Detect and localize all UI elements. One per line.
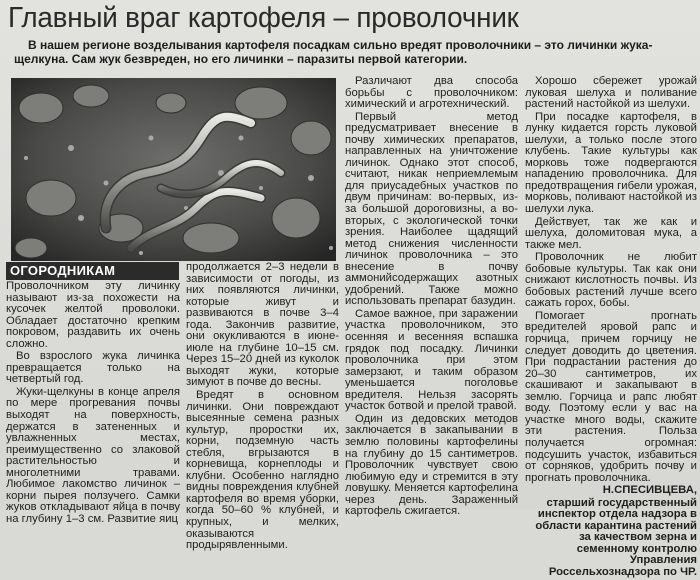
article-column-2 bbox=[186, 262, 339, 553]
lead-paragraph: В нашем регионе возделывания картофеля посадкам сильно вредят проволочники – это личинки жука-щелкуна. Сам жук безвреден, но его личинки – паразиты первой категории. bbox=[14, 38, 653, 66]
author-name: Н.СПЕСИВЦЕВА, bbox=[602, 484, 697, 497]
paragraph: Жуки-щелкуны в конце апреля по мере прогревания почвы выходят на поверхность, держатся в затененных и увлажненных местах, преимущественно со злаковой растительностью и многолетними травами. Любимое лакомство личинок – корни пырея ползучего. Самки жуков откладывают яйца в почву на глубину 1–3 см. Развитие яиц bbox=[6, 385, 180, 525]
wireworm-illustration bbox=[11, 78, 336, 261]
paragraph: Первый метод предусматривает внесение в почву химических препаратов, направленных на уничтожение личинок. Однако этот способ, считают, никак неприемлемым для приусадебных участков по двум причинам: во-первых, из-за большой дороговизны, а во-вторых, с экологической точки зрения. Наиболее щадящий метод снижения численности личинок проволочника – это внесение в почву аммонийсодержащих азотных удобрений. Также можно использовать препарат базудин. bbox=[345, 110, 518, 308]
author-role: старший государственный инспектор отдела надзора в области карантина растений за качеством зерна и семенному контролю Управления Россельхознадзора по ЧР. bbox=[535, 496, 697, 578]
article-column-1 bbox=[6, 281, 180, 526]
paragraph: Самое важное, при заражении участка проволочником, это осенняя и весенняя вспашка грядок под посадку. Личинки проволочника при этом замерзают, и таким образом уменьшается поголовье вредителя. Нельзя засорять участок ботвой и прелой травой. bbox=[345, 307, 518, 413]
paragraph: Проволочником эту личинку называют из-за похожести на кусочек желтой проволоки. Обладает достаточно крепким покровом, раздавить их очень сложно. bbox=[6, 280, 180, 350]
section-label: ОГОРОДНИКАМ bbox=[6, 262, 179, 280]
article-column-3 bbox=[345, 76, 518, 519]
paragraph: Действует, так же как и шелуха, доломитовая мука, а также мел. bbox=[525, 215, 697, 251]
paragraph: При посадке картофеля, в лунку кидается горсть луковой шелухи, а только после этого клубень. Такие культуры как морковь тоже подвергаются нападению проволочника. Для предотвращения гибели урожая, морковь, поливают настойкой из шелухи лука. bbox=[525, 110, 697, 216]
paragraph: Во взрослого жука личинка превращается только на четвертый год. bbox=[6, 350, 180, 386]
paragraph: продолжается 2–3 недели в зависимости от погоды, из них появляются личинки, которые живут и развиваются в почве 3–4 года. Закончив развитие, они окукливаются в июне-июле на глубине 10–15 см. Через 15–20 дней из куколок выходят жуки, которые зимуют в почве до весны. bbox=[186, 261, 339, 389]
paragraph: Проволочник не любит бобовые культуры. Так как они снижают кислотность почвы. Из бобовых растений лучше всего сажать горох, бобы. bbox=[525, 251, 697, 310]
paragraph: Помогает прогнать вредителей яровой рапс и горчица, причем горчицу не следует доводить до цветения. При подрастании растения до 20–30 сантиметров, их скашивают и закапывают в землю. Горчица и рапс любят воду. Поэтому если у вас на участке много воды, скажите эти растения. Польза получается огромная: подсушить участок, избавиться от сорняков, удобрить почву и прогнать проволочника. bbox=[525, 309, 697, 484]
paragraph: Вредят в основном личинки. Они повреждают высеянные семена разных культур, проростки их, корни, подземную часть стебля, вгрызаются в корневища, корнеплоды и клубни. Особенно наглядно видны повреждения клубней картофеля во время уборки, когда 50–60 % клубней, и крупных, и мелких, оказываются продырявленными. bbox=[186, 389, 339, 552]
paragraph: Хорошо сбережет урожай луковая шелуха и поливание растений настойкой из шелухи. bbox=[525, 75, 697, 111]
article-lead bbox=[14, 38, 698, 66]
article-title: Главный враг картофеля – проволочник bbox=[8, 2, 519, 34]
wireworm-photo bbox=[11, 78, 336, 261]
paragraph: Различают два способа борьбы с проволочником: химический и агротехнический. bbox=[345, 75, 518, 111]
article-column-4 bbox=[525, 76, 697, 580]
paragraph: Один из дедовских методов заключается в закапывании в землю половины картофелины на глубину до 15 сантиметров. Проволочник чувствует свою любимую еду и стремится в эту ловушку. Меняется картофелина через день. Зараженный картофель сжигается. bbox=[345, 412, 518, 518]
